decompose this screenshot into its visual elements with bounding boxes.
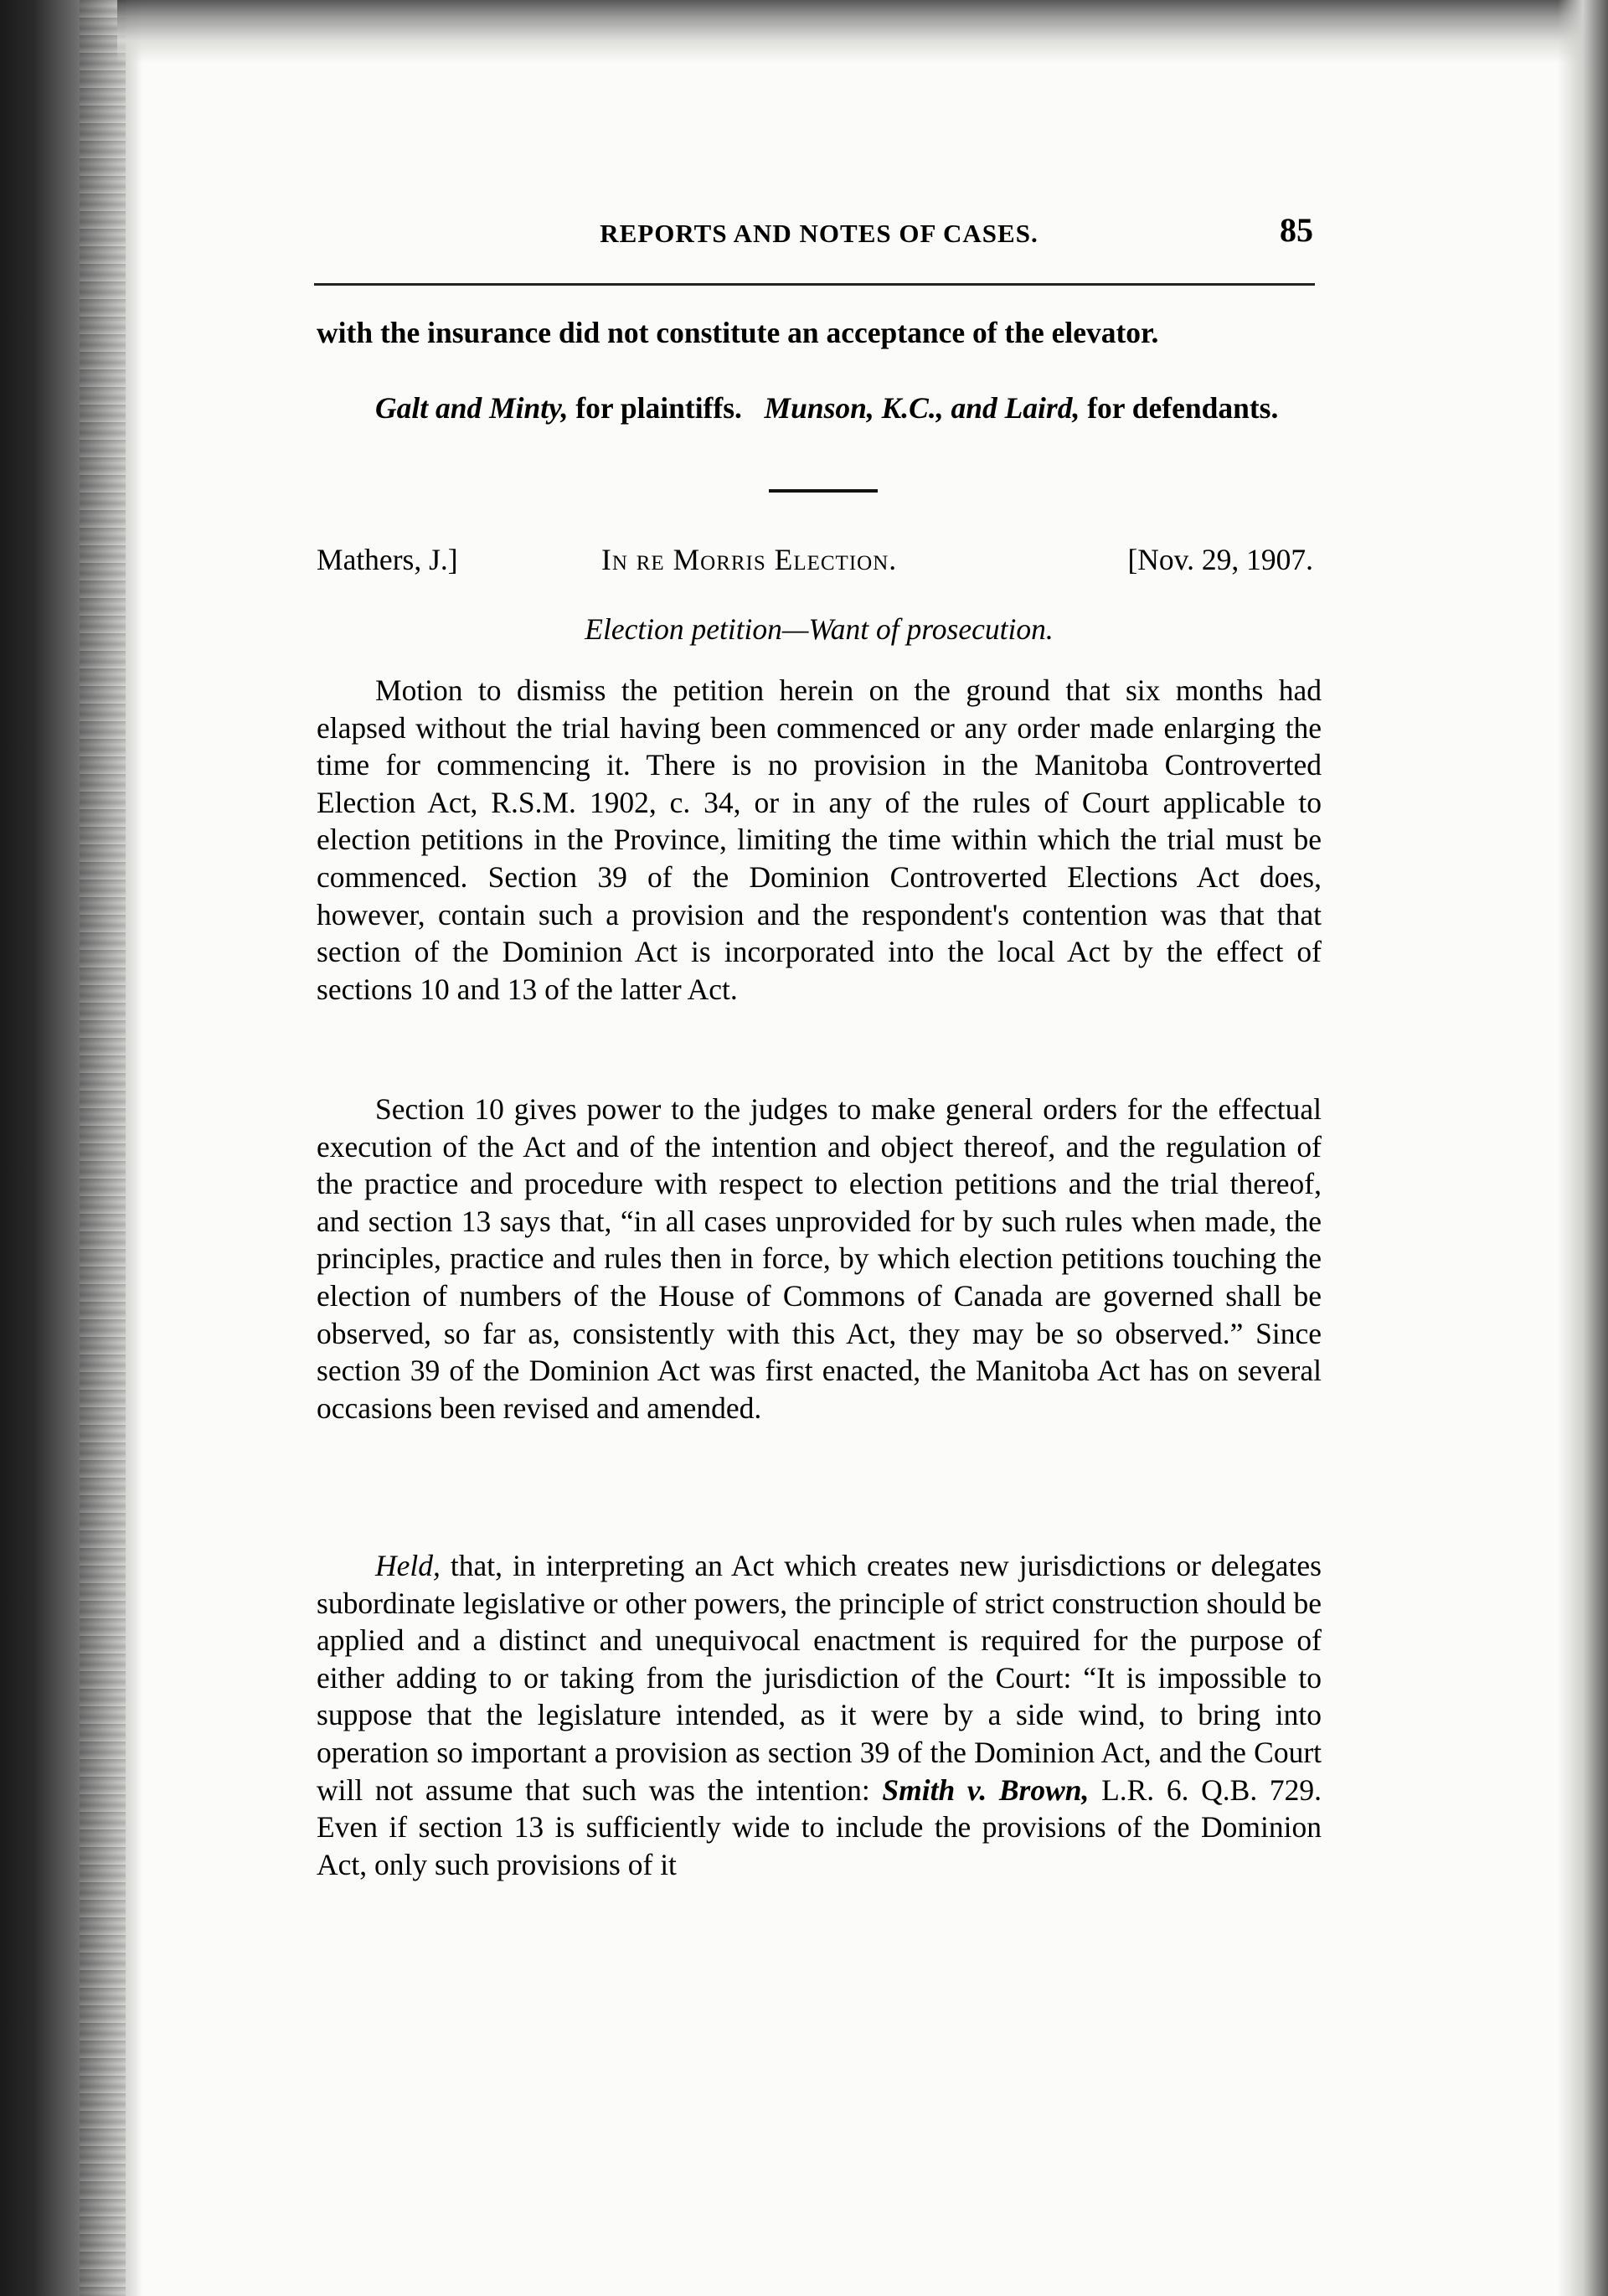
running-head	[317, 211, 1322, 264]
held-tail: Even if section 13 is sufficiently wide to include the provisions of the Dominion Act, only such provisions of it	[317, 1810, 1322, 1881]
case-judge: Mathers, J.]	[317, 543, 458, 576]
page-number: 85	[1280, 211, 1313, 249]
top-edge-shadow	[117, 0, 1608, 63]
case-heading	[317, 542, 1322, 584]
paragraph-held	[317, 1547, 1322, 1883]
paragraph-motion: Motion to dismiss the petition herein on the ground that six months had elapsed without the trial having been commenced or any order made enlarging the time for commencing it. There is no provision in the Manitoba Controverted Election Act, R.S.M. 1902, c. 34, or in any of the rules of Court applicable to election petitions in the Province, limiting the time within which the trial must be commenced. Section 39 of the Dominion Controverted Elections Act does, however, contain such a provision and the respondent's contention was that that section of the Dominion Act is incorporated into the local Act by the effect of sections 10 and 13 of the latter Act.	[317, 673, 1322, 1006]
section-divider	[769, 489, 878, 493]
case-title: In re Morris Election.	[601, 543, 898, 576]
held-text: that, in interpreting an Act which creates new jurisdictions or delegates subordinate legislative or other powers, the principle of strict construction should be applied and a distinct and unequivocal enactment is required for the purpose of either adding to or taking from the jurisdiction of the Court: “It is impossible to suppose that the legislature intended, as it were by a side wind, to bring into operation so important a provision as section 39 of the Dominion Act, and the Court will not assume that such was the intention:	[317, 1549, 1322, 1807]
paragraph-section-10: Section 10 gives power to the judges to make general orders for the effectual execution of the Act and of the intention and object thereof, and the regulation of the practice and procedure with respect to election petitions and the trial thereof, and section 13 says that, “in all cases unprovided for by such rules when made, the principles, practice and rules then in force, by which election petitions touching the election of numbers of the House of Commons of Canada are governed shall be observed, so far as, consistently with this Act, they may be so observed.” Since section 39 of the Dominion Act was first enacted, the Manitoba Act has on several occasions been revised and amended.	[317, 1092, 1322, 1425]
counsel-defendants-names: Munson, K.C., and Laird,	[764, 391, 1080, 425]
counsel-defendants-role: for defendants.	[1080, 391, 1279, 425]
counsel-line	[317, 390, 1322, 427]
counsel-plaintiffs-role: for plaintiffs.	[568, 391, 742, 425]
case-subject: Election petition—Want of prosecution.	[585, 612, 1054, 646]
citation-ref: L.R. 6. Q.B. 729.	[1089, 1772, 1322, 1807]
running-title: REPORTS AND NOTES OF CASES.	[600, 219, 1038, 248]
case-date: [Nov. 29, 1907.	[1127, 543, 1313, 576]
right-edge-shadow	[1558, 0, 1608, 2296]
citation-case: Smith v. Brown,	[882, 1772, 1090, 1807]
spine-scan-noise	[80, 0, 126, 2296]
previous-case-continuation	[317, 314, 1322, 352]
continuation-text: with the insurance did not constitute an acceptance of the elevator.	[317, 316, 1159, 349]
header-rule	[314, 283, 1315, 286]
held-lead: Held,	[375, 1549, 441, 1582]
counsel-plaintiffs-names: Galt and Minty,	[375, 391, 569, 425]
